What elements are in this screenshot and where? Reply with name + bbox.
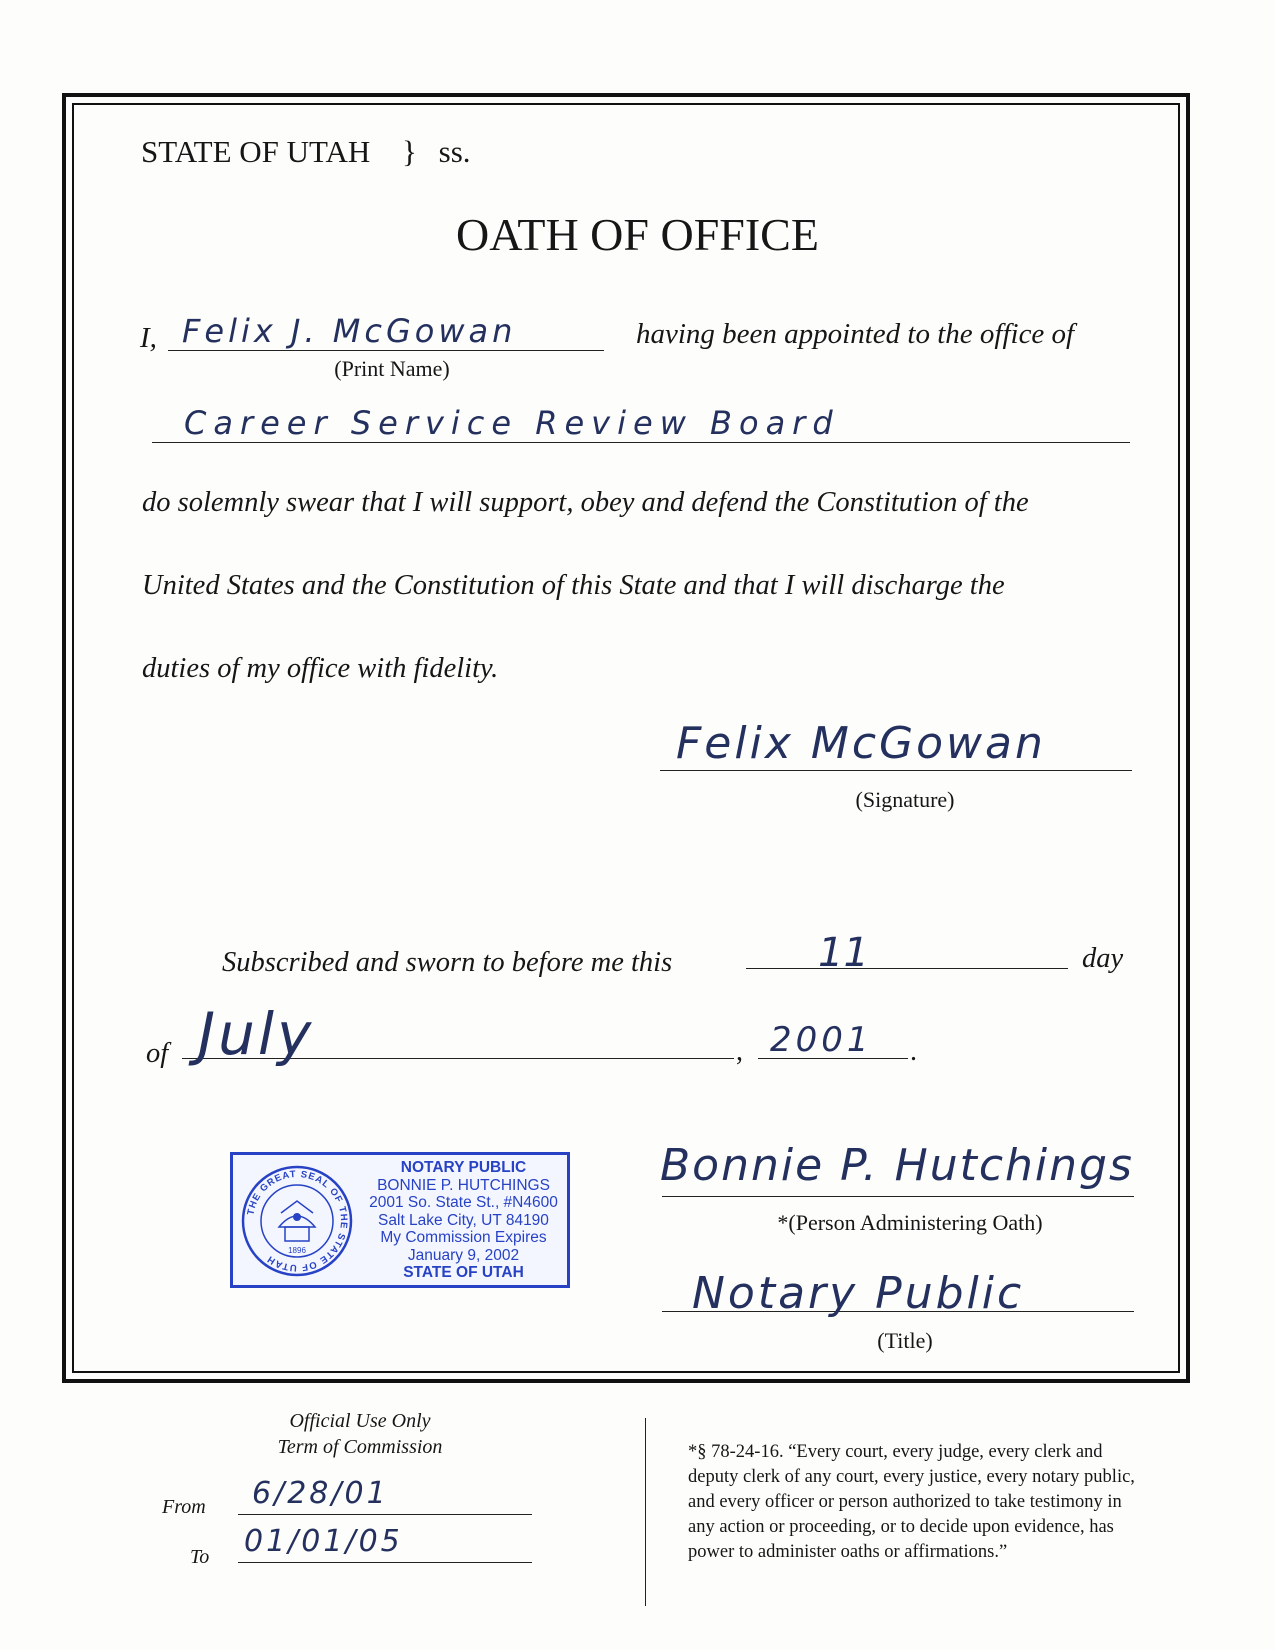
venue-line — [141, 134, 471, 170]
oath-body-line-1: do solemnly swear that I will support, obey and defend the Constitution of the — [142, 487, 1029, 518]
from-line — [238, 1514, 532, 1515]
notary-seal-stamp — [230, 1152, 570, 1288]
administrator-signature-line — [662, 1196, 1134, 1197]
seal-text-block — [361, 1159, 566, 1282]
ss-label: ss. — [438, 134, 471, 169]
statute-line-2: deputy clerk of any court, every justice, every notary public, — [688, 1467, 1135, 1487]
to-label: To — [190, 1546, 210, 1568]
seal-line-4: Salt Lake City, UT 84190 — [378, 1211, 549, 1229]
print-name-value: Felix J. McGowan — [182, 312, 517, 350]
month-value: July — [198, 1000, 315, 1068]
of-prefix: of — [146, 1038, 169, 1069]
seal-line-3: 2001 So. State St., #N4600 — [369, 1194, 558, 1211]
statute-line-4: any action or proceeding, or to decide upon evidence, has — [688, 1517, 1114, 1537]
administrator-label: *(Person Administering Oath) — [777, 1210, 1043, 1235]
seal-line-5: My Commission Expires — [380, 1229, 547, 1246]
seal-line-1: NOTARY PUBLIC — [400, 1159, 527, 1176]
office-value: Career Service Review Board — [184, 404, 840, 442]
appointed-text: having been appointed to the office of — [636, 318, 1075, 350]
oath-body-line-2: United States and the Constitution of this State and that I will discharge the — [142, 570, 1005, 601]
to-line — [238, 1562, 532, 1563]
month-comma: , — [736, 1036, 743, 1067]
sworn-text: Subscribed and sworn to before me this — [222, 947, 673, 978]
seal-line-7: STATE OF UTAH — [403, 1264, 524, 1281]
day-value: 11 — [818, 930, 869, 976]
day-line — [746, 968, 1068, 969]
official-use-heading: Official Use Only — [289, 1410, 431, 1432]
brace: } — [402, 134, 417, 169]
year-value: 2001 — [770, 1020, 873, 1060]
state-label: STATE OF UTAH — [141, 134, 371, 169]
seal-line-2: BONNIE P. HUTCHINGS — [377, 1176, 550, 1194]
statute-text — [688, 1440, 1135, 1565]
statute-line-3: and every officer or person authorized to take testimony in — [688, 1492, 1122, 1512]
print-name-line — [168, 350, 604, 351]
signature-value: Felix McGowan — [676, 718, 1046, 769]
office-line — [152, 442, 1130, 443]
to-value: 01/01/05 — [244, 1524, 403, 1559]
administrator-signature-value: Bonnie P. Hutchings — [660, 1140, 1134, 1191]
from-label: From — [162, 1496, 206, 1518]
seal-line-6: January 9, 2002 — [407, 1246, 520, 1264]
day-suffix: day — [1082, 943, 1124, 974]
state-seal-icon — [241, 1165, 353, 1277]
term-heading: Term of Commission — [277, 1436, 443, 1458]
i-prefix: I, — [140, 322, 157, 354]
print-name-label: (Print Name) — [334, 356, 450, 381]
signature-line — [660, 770, 1132, 771]
statute-line-5: power to administer oaths or affirmations.” — [688, 1542, 1008, 1562]
title-value: Notary Public — [692, 1268, 1025, 1319]
seal-year: 1896 — [288, 1246, 306, 1255]
oath-body-line-3: duties of my office with fidelity. — [142, 653, 499, 684]
footer-divider — [645, 1418, 646, 1606]
from-value: 6/28/01 — [252, 1476, 389, 1511]
statute-line-1: *§ 78-24-16. “Every court, every judge, every clerk and — [688, 1442, 1103, 1462]
seal-circle-text: THE GREAT SEAL OF THE STATE OF UTAH — [245, 1168, 350, 1274]
title-label: (Title) — [877, 1328, 933, 1353]
signature-label: (Signature) — [855, 787, 955, 812]
year-period: . — [910, 1036, 917, 1067]
document-title: OATH OF OFFICE — [456, 209, 819, 260]
